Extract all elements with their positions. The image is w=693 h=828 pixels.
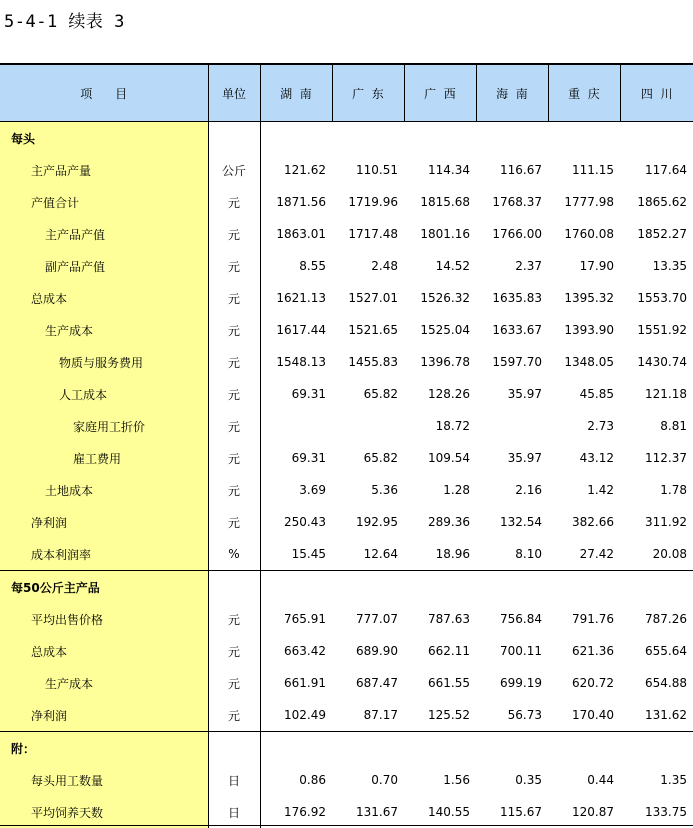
- value-cell: 121.62: [260, 154, 332, 186]
- table-body: [0, 122, 693, 828]
- row-label: 成本利润率: [0, 538, 208, 571]
- row-label: 总成本: [0, 282, 208, 314]
- value-cell: 0.44: [548, 764, 620, 796]
- value-cell: [620, 122, 693, 155]
- value-cell: [548, 732, 620, 765]
- table-row: [0, 796, 693, 828]
- row-unit: [208, 571, 260, 604]
- header-item: 项 目: [0, 65, 208, 122]
- value-cell: [476, 571, 548, 604]
- row-unit: 元: [208, 442, 260, 474]
- row-label: 每50公斤主产品: [0, 571, 208, 604]
- value-cell: 45.85: [548, 378, 620, 410]
- value-cell: [548, 122, 620, 155]
- row-label: 生产成本: [0, 314, 208, 346]
- value-cell: 787.26: [620, 603, 693, 635]
- value-cell: 1777.98: [548, 186, 620, 218]
- value-cell: 35.97: [476, 378, 548, 410]
- value-cell: 132.54: [476, 506, 548, 538]
- value-cell: 131.67: [332, 796, 404, 828]
- value-cell: [404, 732, 476, 765]
- value-cell: 1551.92: [620, 314, 693, 346]
- table-row: [0, 538, 693, 571]
- row-unit: %: [208, 538, 260, 571]
- value-cell: 15.45: [260, 538, 332, 571]
- value-cell: 687.47: [332, 667, 404, 699]
- table-row: [0, 506, 693, 538]
- value-cell: 654.88: [620, 667, 693, 699]
- value-cell: 382.66: [548, 506, 620, 538]
- table-row: [0, 442, 693, 474]
- value-cell: 2.37: [476, 250, 548, 282]
- row-label: 雇工费用: [0, 442, 208, 474]
- value-cell: 0.35: [476, 764, 548, 796]
- value-cell: 1395.32: [548, 282, 620, 314]
- value-cell: 1635.83: [476, 282, 548, 314]
- value-cell: [476, 732, 548, 765]
- value-cell: [332, 732, 404, 765]
- row-label: 主产品产值: [0, 218, 208, 250]
- value-cell: 1430.74: [620, 346, 693, 378]
- value-cell: 3.69: [260, 474, 332, 506]
- value-cell: 117.64: [620, 154, 693, 186]
- table-row: [0, 410, 693, 442]
- value-cell: 56.73: [476, 699, 548, 732]
- value-cell: 620.72: [548, 667, 620, 699]
- table-row: [0, 186, 693, 218]
- table-row: [0, 764, 693, 796]
- row-unit: 元: [208, 474, 260, 506]
- value-cell: 121.18: [620, 378, 693, 410]
- value-cell: 1525.04: [404, 314, 476, 346]
- value-cell: 655.64: [620, 635, 693, 667]
- row-unit: 元: [208, 282, 260, 314]
- row-unit: 公斤: [208, 154, 260, 186]
- value-cell: 1.42: [548, 474, 620, 506]
- row-unit: 日: [208, 764, 260, 796]
- value-cell: [620, 571, 693, 604]
- header-row: [0, 65, 693, 122]
- row-label: 净利润: [0, 699, 208, 732]
- value-cell: 116.67: [476, 154, 548, 186]
- value-cell: 111.15: [548, 154, 620, 186]
- value-cell: 1396.78: [404, 346, 476, 378]
- value-cell: 20.08: [620, 538, 693, 571]
- value-cell: 1815.68: [404, 186, 476, 218]
- value-cell: 1717.48: [332, 218, 404, 250]
- value-cell: 2.16: [476, 474, 548, 506]
- row-unit: [208, 122, 260, 155]
- value-cell: 110.51: [332, 154, 404, 186]
- value-cell: [404, 571, 476, 604]
- value-cell: 777.07: [332, 603, 404, 635]
- table-row: [0, 250, 693, 282]
- value-cell: 14.52: [404, 250, 476, 282]
- value-cell: [548, 571, 620, 604]
- value-cell: 13.35: [620, 250, 693, 282]
- value-cell: [332, 571, 404, 604]
- value-cell: 115.67: [476, 796, 548, 828]
- value-cell: 43.12: [548, 442, 620, 474]
- row-unit: 元: [208, 635, 260, 667]
- value-cell: 128.26: [404, 378, 476, 410]
- value-cell: 131.62: [620, 699, 693, 732]
- table-row: [0, 474, 693, 506]
- value-cell: 12.64: [332, 538, 404, 571]
- row-label: 每头: [0, 122, 208, 155]
- row-label: 附：: [0, 732, 208, 765]
- value-cell: [476, 410, 548, 442]
- value-cell: 787.63: [404, 603, 476, 635]
- table-row: [0, 282, 693, 314]
- row-label: 生产成本: [0, 667, 208, 699]
- table-row: [0, 346, 693, 378]
- value-cell: 1801.16: [404, 218, 476, 250]
- value-cell: 311.92: [620, 506, 693, 538]
- value-cell: 1.78: [620, 474, 693, 506]
- value-cell: 8.81: [620, 410, 693, 442]
- header-unit: 单位: [208, 65, 260, 122]
- value-cell: 65.82: [332, 378, 404, 410]
- value-cell: 8.10: [476, 538, 548, 571]
- row-label: 物质与服务费用: [0, 346, 208, 378]
- row-unit: 元: [208, 250, 260, 282]
- value-cell: 662.11: [404, 635, 476, 667]
- value-cell: 2.73: [548, 410, 620, 442]
- value-cell: 1621.13: [260, 282, 332, 314]
- value-cell: 69.31: [260, 442, 332, 474]
- value-cell: 1871.56: [260, 186, 332, 218]
- section-row: [0, 571, 693, 604]
- value-cell: 1553.70: [620, 282, 693, 314]
- value-cell: [332, 122, 404, 155]
- value-cell: 2.48: [332, 250, 404, 282]
- value-cell: 1527.01: [332, 282, 404, 314]
- table-row: [0, 603, 693, 635]
- table-row: [0, 314, 693, 346]
- value-cell: 661.91: [260, 667, 332, 699]
- header-chongqing: 重 庆: [548, 65, 620, 122]
- value-cell: 1.35: [620, 764, 693, 796]
- value-cell: 791.76: [548, 603, 620, 635]
- row-unit: 元: [208, 667, 260, 699]
- value-cell: 1521.65: [332, 314, 404, 346]
- row-unit: 元: [208, 506, 260, 538]
- table-row: [0, 635, 693, 667]
- value-cell: 8.55: [260, 250, 332, 282]
- value-cell: 125.52: [404, 699, 476, 732]
- value-cell: [332, 410, 404, 442]
- header-sichuan: 四 川: [620, 65, 693, 122]
- row-label: 人工成本: [0, 378, 208, 410]
- value-cell: 700.11: [476, 635, 548, 667]
- value-cell: 176.92: [260, 796, 332, 828]
- table-title: 5-4-1 续表 3: [4, 7, 125, 32]
- value-cell: 87.17: [332, 699, 404, 732]
- row-label: 每头用工数量: [0, 764, 208, 796]
- value-cell: 112.37: [620, 442, 693, 474]
- value-cell: 1766.00: [476, 218, 548, 250]
- value-cell: [260, 410, 332, 442]
- header-hunan: 湖 南: [260, 65, 332, 122]
- header-hainan: 海 南: [476, 65, 548, 122]
- row-unit: 元: [208, 699, 260, 732]
- value-cell: 1719.96: [332, 186, 404, 218]
- value-cell: 1526.32: [404, 282, 476, 314]
- row-unit: 元: [208, 346, 260, 378]
- table-row: [0, 218, 693, 250]
- table-row: [0, 154, 693, 186]
- value-cell: 1760.08: [548, 218, 620, 250]
- value-cell: 1768.37: [476, 186, 548, 218]
- row-label: 土地成本: [0, 474, 208, 506]
- value-cell: 18.72: [404, 410, 476, 442]
- row-unit: 元: [208, 186, 260, 218]
- row-unit: 元: [208, 218, 260, 250]
- row-label: 副产品产值: [0, 250, 208, 282]
- value-cell: 120.87: [548, 796, 620, 828]
- value-cell: 27.42: [548, 538, 620, 571]
- value-cell: 65.82: [332, 442, 404, 474]
- row-unit: 元: [208, 378, 260, 410]
- row-label: 平均饲养天数: [0, 796, 208, 828]
- value-cell: 114.34: [404, 154, 476, 186]
- value-cell: 109.54: [404, 442, 476, 474]
- value-cell: [476, 122, 548, 155]
- value-cell: 663.42: [260, 635, 332, 667]
- value-cell: 661.55: [404, 667, 476, 699]
- value-cell: 1348.05: [548, 346, 620, 378]
- table-row: [0, 378, 693, 410]
- value-cell: [260, 732, 332, 765]
- value-cell: 133.75: [620, 796, 693, 828]
- value-cell: 1455.83: [332, 346, 404, 378]
- value-cell: 140.55: [404, 796, 476, 828]
- value-cell: [260, 571, 332, 604]
- value-cell: 18.96: [404, 538, 476, 571]
- row-label: 总成本: [0, 635, 208, 667]
- value-cell: 1863.01: [260, 218, 332, 250]
- row-label: 净利润: [0, 506, 208, 538]
- value-cell: 102.49: [260, 699, 332, 732]
- value-cell: 1633.67: [476, 314, 548, 346]
- value-cell: 1597.70: [476, 346, 548, 378]
- value-cell: [260, 122, 332, 155]
- value-cell: 1548.13: [260, 346, 332, 378]
- value-cell: 289.36: [404, 506, 476, 538]
- value-cell: 689.90: [332, 635, 404, 667]
- value-cell: 699.19: [476, 667, 548, 699]
- value-cell: 69.31: [260, 378, 332, 410]
- value-cell: 250.43: [260, 506, 332, 538]
- row-label: 家庭用工折价: [0, 410, 208, 442]
- header-guangxi: 广 西: [404, 65, 476, 122]
- value-cell: 0.86: [260, 764, 332, 796]
- value-cell: 35.97: [476, 442, 548, 474]
- value-cell: 756.84: [476, 603, 548, 635]
- value-cell: [404, 122, 476, 155]
- value-cell: 621.36: [548, 635, 620, 667]
- value-cell: 1393.90: [548, 314, 620, 346]
- value-cell: 1617.44: [260, 314, 332, 346]
- statistics-table: [0, 65, 693, 828]
- value-cell: 765.91: [260, 603, 332, 635]
- table-row: [0, 667, 693, 699]
- value-cell: 0.70: [332, 764, 404, 796]
- value-cell: 192.95: [332, 506, 404, 538]
- row-label: 平均出售价格: [0, 603, 208, 635]
- header-guangdong: 广 东: [332, 65, 404, 122]
- table-row: [0, 699, 693, 732]
- row-label: 产值合计: [0, 186, 208, 218]
- row-unit: 元: [208, 410, 260, 442]
- row-unit: 日: [208, 796, 260, 828]
- value-cell: 1.28: [404, 474, 476, 506]
- value-cell: 1852.27: [620, 218, 693, 250]
- row-unit: [208, 732, 260, 765]
- value-cell: 1.56: [404, 764, 476, 796]
- value-cell: 1865.62: [620, 186, 693, 218]
- row-unit: 元: [208, 603, 260, 635]
- section-row: [0, 732, 693, 765]
- row-unit: 元: [208, 314, 260, 346]
- value-cell: 17.90: [548, 250, 620, 282]
- row-label: 主产品产量: [0, 154, 208, 186]
- value-cell: 5.36: [332, 474, 404, 506]
- value-cell: [620, 732, 693, 765]
- value-cell: 170.40: [548, 699, 620, 732]
- section-row: [0, 122, 693, 155]
